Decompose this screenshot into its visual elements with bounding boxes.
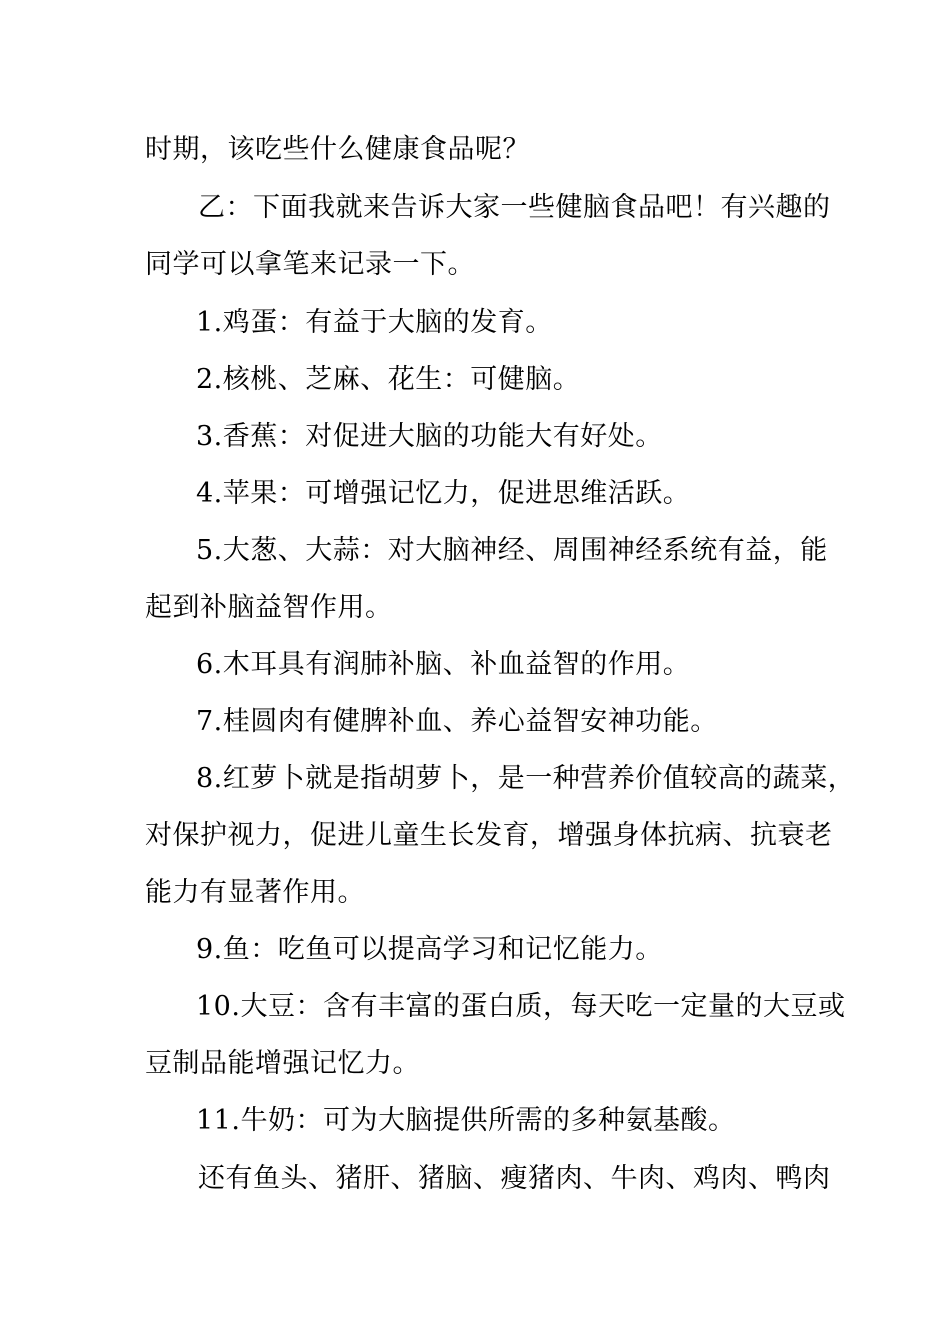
list-item: 9.鱼：吃鱼可以提高学习和记忆能力。 xyxy=(196,934,663,965)
text-line: 时期，该吃些什么健康食品呢？ xyxy=(145,134,530,165)
list-item: 3.香蕉：对促进大脑的功能大有好处。 xyxy=(196,421,663,452)
text-line: 能力有显著作用。 xyxy=(145,877,365,908)
list-item: 6.木耳具有润肺补脑、补血益智的作用。 xyxy=(196,649,691,680)
text-line: 起到补脑益智作用。 xyxy=(145,592,393,623)
text-line: 对保护视力，促进儿童生长发育，增强身体抗病、抗衰老 xyxy=(145,820,833,851)
list-item: 5.大葱、大蒜：对大脑神经、周围神经系统有益，能 xyxy=(196,535,828,566)
text-line: 还有鱼头、猪肝、猪脑、瘦猪肉、牛肉、鸡肉、鸭肉 xyxy=(198,1163,831,1194)
list-item: 10.大豆：含有丰富的蛋白质，每天吃一定量的大豆或 xyxy=(196,991,846,1022)
list-item: 2.核桃、芝麻、花生：可健脑。 xyxy=(196,364,581,395)
text-line: 豆制品能增强记忆力。 xyxy=(145,1048,420,1079)
text-line: 乙：下面我就来告诉大家一些健脑食品吧！有兴趣的 xyxy=(198,192,831,223)
list-item: 11.牛奶：可为大脑提供所需的多种氨基酸。 xyxy=(196,1105,736,1136)
text-line: 同学可以拿笔来记录一下。 xyxy=(145,249,475,280)
list-item: 1.鸡蛋：有益于大脑的发育。 xyxy=(196,307,553,338)
list-item: 7.桂圆肉有健脾补血、养心益智安神功能。 xyxy=(196,706,718,737)
list-item: 4.苹果：可增强记忆力，促进思维活跃。 xyxy=(196,478,691,509)
list-item: 8.红萝卜就是指胡萝卜，是一种营养价值较高的蔬菜， xyxy=(196,763,856,794)
